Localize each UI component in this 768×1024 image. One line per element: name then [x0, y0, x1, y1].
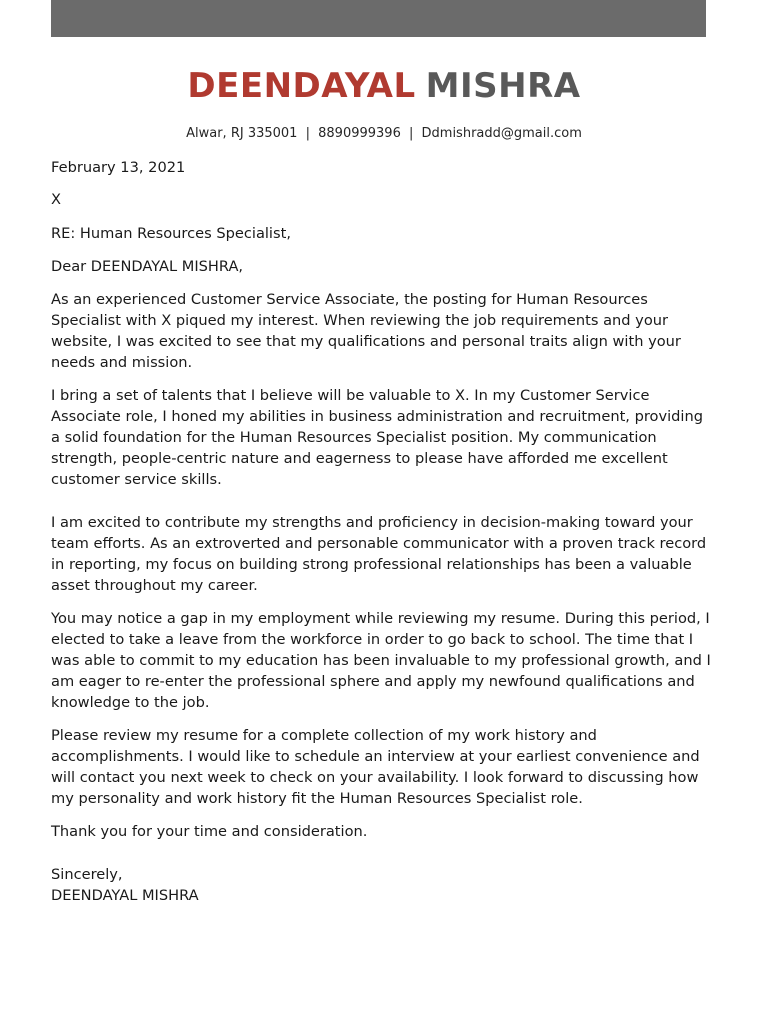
letter-paragraph: Please review my resume for a complete collection of my work history and accomplishments. I would like to schedule an interview at your earliest convenience and will contact you next week to check on your availability. I look forward to discussing how my personality and work history fit the Human Resources Specialist role.: [51, 727, 700, 807]
contact-email: Ddmishradd@gmail.com: [421, 126, 582, 141]
letter-signature: DEENDAYAL MISHRA: [51, 887, 199, 904]
applicant-name-heading: [0, 64, 768, 108]
letter-body: [51, 157, 711, 906]
letter-salutation: Dear DEENDAYAL MISHRA,: [51, 258, 244, 275]
contact-phone: 8890999396: [318, 126, 401, 141]
applicant-last-name: MISHRA: [425, 66, 581, 106]
letter-signoff: Sincerely,: [51, 866, 123, 883]
letter-paragraph: I am excited to contribute my strengths and proficiency in decision-making toward your team efforts. As an extroverted and personable communicator with a proven track record in reporting, my focus on building strong professional relationships has been a valuable asset throughout my career.: [51, 514, 707, 594]
letter-recipient: X: [51, 191, 61, 208]
letter-subject-line: RE: Human Resources Specialist,: [51, 225, 291, 242]
letter-date: February 13, 2021: [51, 159, 186, 176]
letter-paragraph: You may notice a gap in my employment while reviewing my resume. During this period, I elected to take a leave from the workforce in order to go back to school. The time that I was able to commit to my education has been invaluable to my professional growth, and I am eager to re-enter the professional sphere and apply my newfound qualifications and knowledge to the job.: [51, 610, 711, 711]
contact-location: Alwar, RJ 335001: [186, 126, 298, 141]
contact-separator: |: [305, 126, 310, 141]
letter-paragraph: I bring a set of talents that I believe will be valuable to X. In my Customer Service Associate role, I honed my abilities in business administration and recruitment, providing a solid foundation for the Human Resources Specialist position. My communication strength, people-centric nature and eagerness to please have afforded me excellent customer service skills.: [51, 387, 703, 488]
letter-paragraph: As an experienced Customer Service Associate, the posting for Human Resources Specialist with X piqued my interest. When reviewing the job requirements and your website, I was excited to see that my qualifications and personal traits align with your needs and mission.: [51, 291, 681, 371]
applicant-first-name: DEENDAYAL: [187, 66, 416, 106]
contact-info-line: [0, 125, 768, 143]
header-decorative-bar: [51, 0, 706, 37]
letter-thanks: Thank you for your time and consideration.: [51, 823, 368, 840]
contact-separator: |: [408, 126, 414, 141]
